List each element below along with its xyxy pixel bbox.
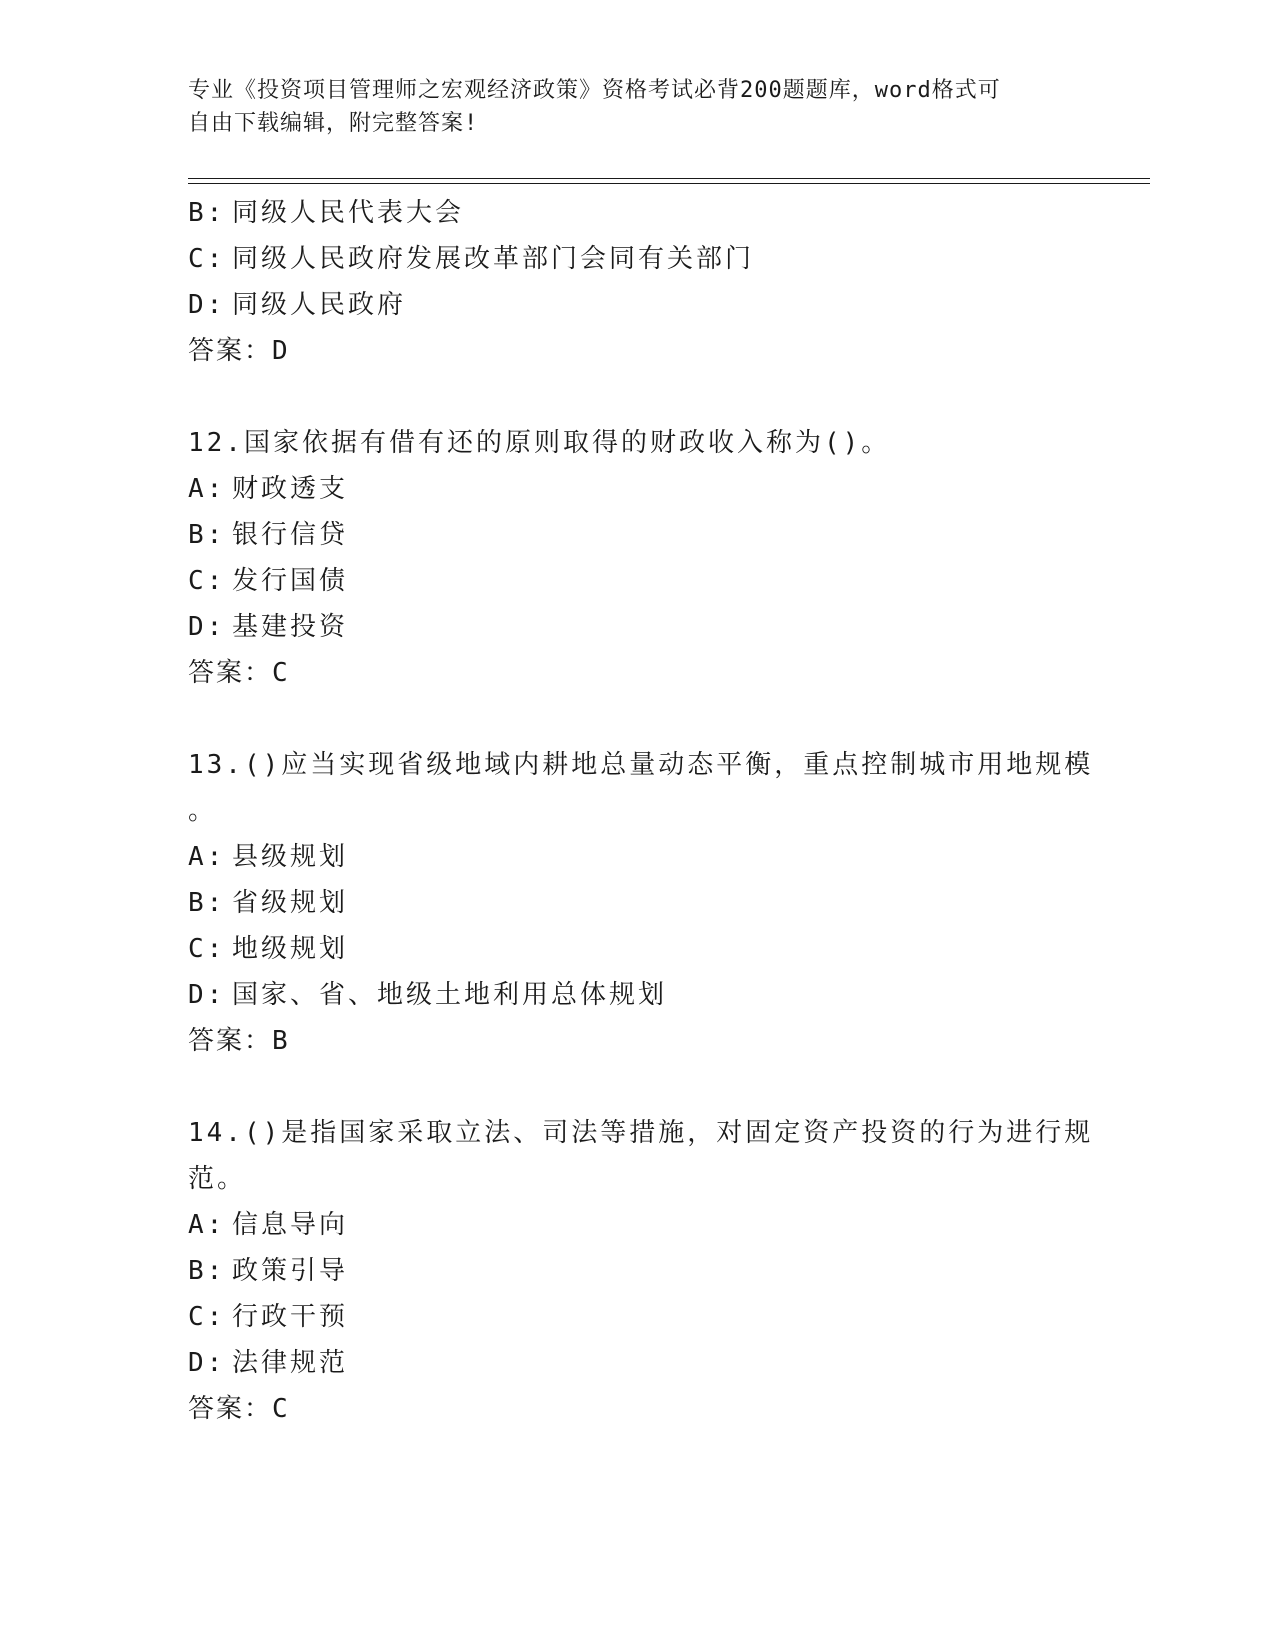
question-stem-continued: 范。: [188, 1164, 247, 1194]
option-text: 省级规划: [232, 888, 349, 918]
option-d: [188, 604, 1068, 650]
answer-line: 答案：D: [188, 336, 290, 366]
option-b: [188, 190, 1068, 236]
option-text: 发行国债: [232, 566, 349, 596]
option-c: [188, 926, 1068, 972]
answer-line: 答案：C: [188, 658, 290, 688]
option-key: B:: [188, 198, 226, 228]
option-text: 政策引导: [232, 1256, 349, 1286]
option-key: C:: [188, 1302, 226, 1332]
option-a: [188, 466, 1068, 512]
option-b: [188, 880, 1068, 926]
option-key: A:: [188, 842, 226, 872]
option-a: [188, 1202, 1068, 1248]
document-header: [188, 74, 1068, 140]
option-text: 法律规范: [232, 1348, 349, 1378]
question-stem: 13.()应当实现省级地域内耕地总量动态平衡，重点控制城市用地规模: [188, 750, 1094, 780]
option-text: 财政透支: [232, 474, 349, 504]
option-c: [188, 558, 1068, 604]
answer-line: 答案：B: [188, 1026, 290, 1056]
question-12: [188, 420, 1068, 696]
option-c: [188, 1294, 1068, 1340]
option-c: [188, 236, 1068, 282]
option-key: B:: [188, 520, 226, 550]
option-key: A:: [188, 1210, 226, 1240]
option-key: B:: [188, 1256, 226, 1286]
option-text: 基建投资: [232, 612, 349, 642]
option-key: C:: [188, 566, 226, 596]
option-key: A:: [188, 474, 226, 504]
header-line-2: 自由下载编辑，附完整答案!: [188, 111, 479, 136]
option-b: [188, 512, 1068, 558]
document-body: [188, 190, 1094, 1432]
answer-line: 答案：C: [188, 1394, 290, 1424]
option-text: 国家、省、地级土地利用总体规划: [232, 980, 668, 1010]
option-key: D:: [188, 1348, 226, 1378]
option-b: [188, 1248, 1068, 1294]
header-divider-top: [188, 178, 1150, 179]
question-13: [188, 742, 1094, 1064]
option-d: [188, 972, 1068, 1018]
option-text: 银行信贷: [232, 520, 349, 550]
option-key: C:: [188, 244, 226, 274]
option-key: B:: [188, 888, 226, 918]
option-key: D:: [188, 612, 226, 642]
question-11-partial: [188, 190, 1068, 374]
question-stem: 14.()是指国家采取立法、司法等措施，对固定资产投资的行为进行规: [188, 1118, 1094, 1148]
option-text: 行政干预: [232, 1302, 349, 1332]
option-text: 县级规划: [232, 842, 349, 872]
option-key: D:: [188, 980, 226, 1010]
option-key: D:: [188, 290, 226, 320]
question-stem: 12.国家依据有借有还的原则取得的财政收入称为()。: [188, 428, 891, 458]
option-text: 同级人民代表大会: [232, 198, 465, 228]
option-text: 信息导向: [232, 1210, 349, 1240]
option-text: 同级人民政府发展改革部门会同有关部门: [232, 244, 755, 274]
header-divider-bottom: [188, 183, 1150, 184]
option-d: [188, 282, 1068, 328]
option-text: 同级人民政府: [232, 290, 407, 320]
question-stem-continued: 。: [188, 796, 218, 826]
question-14: [188, 1110, 1094, 1432]
option-d: [188, 1340, 1068, 1386]
option-a: [188, 834, 1068, 880]
option-key: C:: [188, 934, 226, 964]
option-text: 地级规划: [232, 934, 349, 964]
header-line-1: 专业《投资项目管理师之宏观经济政策》资格考试必背200题题库，word格式可: [188, 78, 1001, 103]
